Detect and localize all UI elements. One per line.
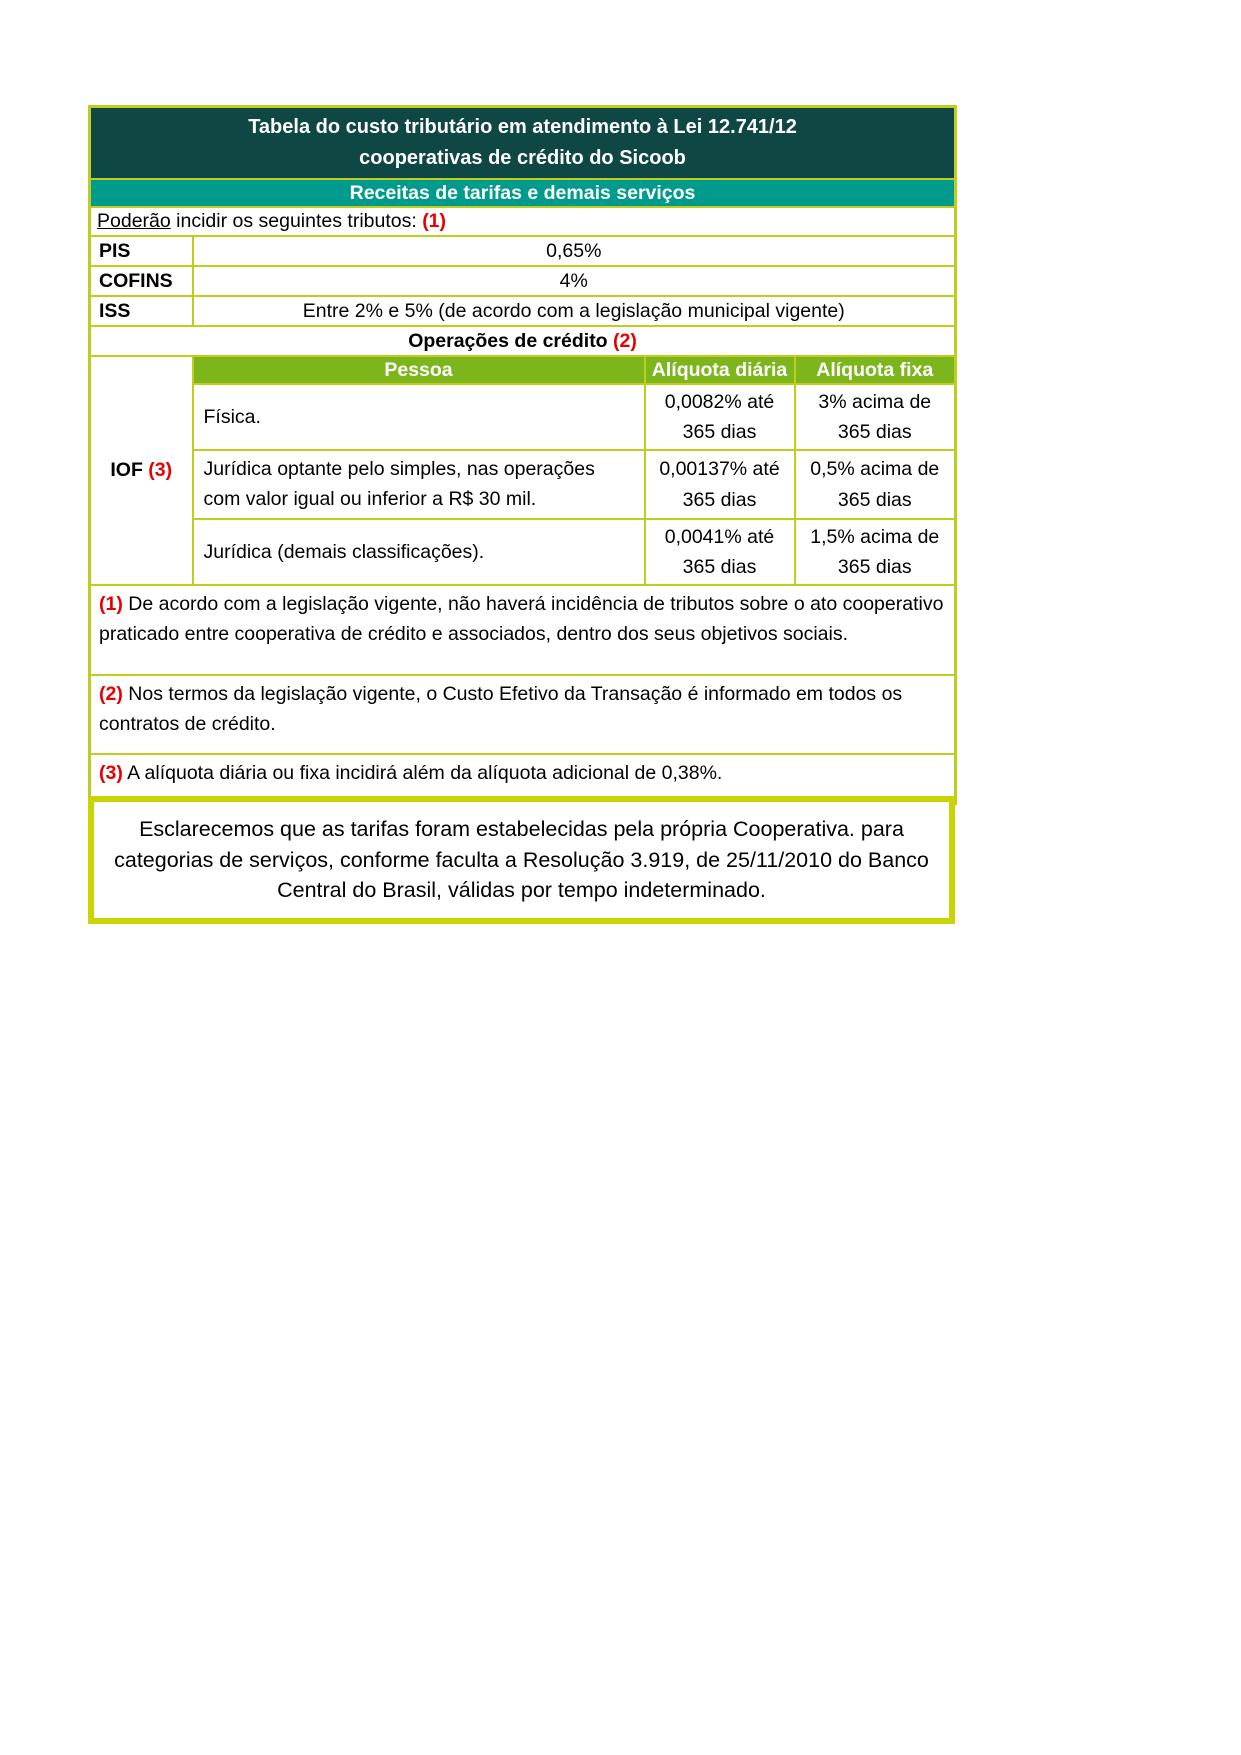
disclaimer-text: Esclarecemos que as tarifas foram estabelecidas pela própria Cooperativa. para categorias de serviços, conforme faculta a Resolução 3.919, de 25/11/2010 do Banco Central do Brasil, válidas por tempo indeterminado. (114, 817, 929, 903)
intro-footnote-ref: (1) (422, 210, 447, 232)
table-row-iss (90, 296, 956, 326)
section-header: Receitas de tarifas e demais serviços (90, 179, 956, 207)
table-row-juridica-simples (90, 450, 956, 519)
footnote-2-text: Nos termos da legislação vigente, o Custo Efetivo da Transação é informado em todos os contratos de crédito. (99, 683, 903, 735)
tax-name-iss: ISS (90, 296, 193, 326)
table-row-column-headers (90, 356, 956, 384)
table-title (90, 107, 956, 180)
iof-footnote-ref: (3) (148, 459, 173, 482)
intro-cell (90, 207, 956, 236)
pessoa-juridica-simples: Jurídica optante pelo simples, nas operações com valor igual ou inferior a R$ 30 mil. (193, 450, 645, 519)
footnote-1-ref: (1) (99, 593, 123, 616)
credit-ops-header (90, 326, 956, 356)
col-header-aliquota-fixa: Alíquota fixa (795, 356, 956, 384)
tax-value-cofins: 4% (193, 266, 956, 296)
footnote-2 (90, 675, 956, 754)
fixed-rate-fisica: 3% acima de 365 dias (795, 384, 956, 450)
footnote-3-text: A alíquota diária ou fixa incidirá além da alíquota adicional de 0,38%. (122, 761, 723, 784)
pessoa-fisica: Física. (193, 384, 645, 450)
col-header-aliquota-diaria: Alíquota diária (645, 356, 795, 384)
tax-cost-table (88, 105, 957, 805)
col-header-pessoa: Pessoa (193, 356, 645, 384)
fixed-rate-juridica-simples: 0,5% acima de 365 dias (795, 450, 956, 519)
tax-value-iss: Entre 2% e 5% (de acordo com a legislação municipal vigente) (193, 296, 956, 326)
daily-rate-juridica-simples: 0,00137% até 365 dias (645, 450, 795, 519)
table-row-cofins (90, 266, 956, 296)
footnote-1 (90, 585, 956, 675)
intro-underlined-word: Poderão (97, 210, 171, 232)
credit-ops-footnote-ref: (2) (613, 329, 637, 352)
pessoa-juridica-demais: Jurídica (demais classificações). (193, 519, 645, 585)
table-row-footnote-2 (90, 675, 956, 754)
daily-rate-juridica-demais: 0,0041% até 365 dias (645, 519, 795, 585)
table-row-intro (90, 207, 956, 236)
disclaimer-box (88, 796, 955, 924)
iof-label: IOF (110, 459, 149, 482)
table-row-juridica-demais (90, 519, 956, 585)
tax-name-pis: PIS (90, 236, 193, 266)
table-row-fisica (90, 384, 956, 450)
tax-name-cofins: COFINS (90, 266, 193, 296)
table-title-line2: cooperativas de crédito do Sicoob (359, 147, 686, 169)
credit-ops-title: Operações de crédito (408, 329, 614, 352)
table-row-footnote-1 (90, 585, 956, 675)
intro-text: incidir os seguintes tributos: (170, 210, 423, 232)
table-row-title (90, 107, 956, 180)
daily-rate-fisica: 0,0082% até 365 dias (645, 384, 795, 450)
iof-label-cell (90, 356, 193, 585)
table-row-section (90, 179, 956, 207)
footnote-2-ref: (2) (99, 683, 123, 706)
table-row-pis (90, 236, 956, 266)
footnote-1-text: De acordo com a legislação vigente, não haverá incidência de tributos sobre o ato cooperativo praticado entre cooperativa de crédito e associados, dentro dos seus objetivos sociais. (99, 593, 944, 645)
footnote-3-ref: (3) (99, 761, 123, 784)
fixed-rate-juridica-demais: 1,5% acima de 365 dias (795, 519, 956, 585)
table-title-line1: Tabela do custo tributário em atendimento à Lei 12.741/12 (248, 116, 797, 138)
table-row-credit-ops-header (90, 326, 956, 356)
tax-value-pis: 0,65% (193, 236, 956, 266)
